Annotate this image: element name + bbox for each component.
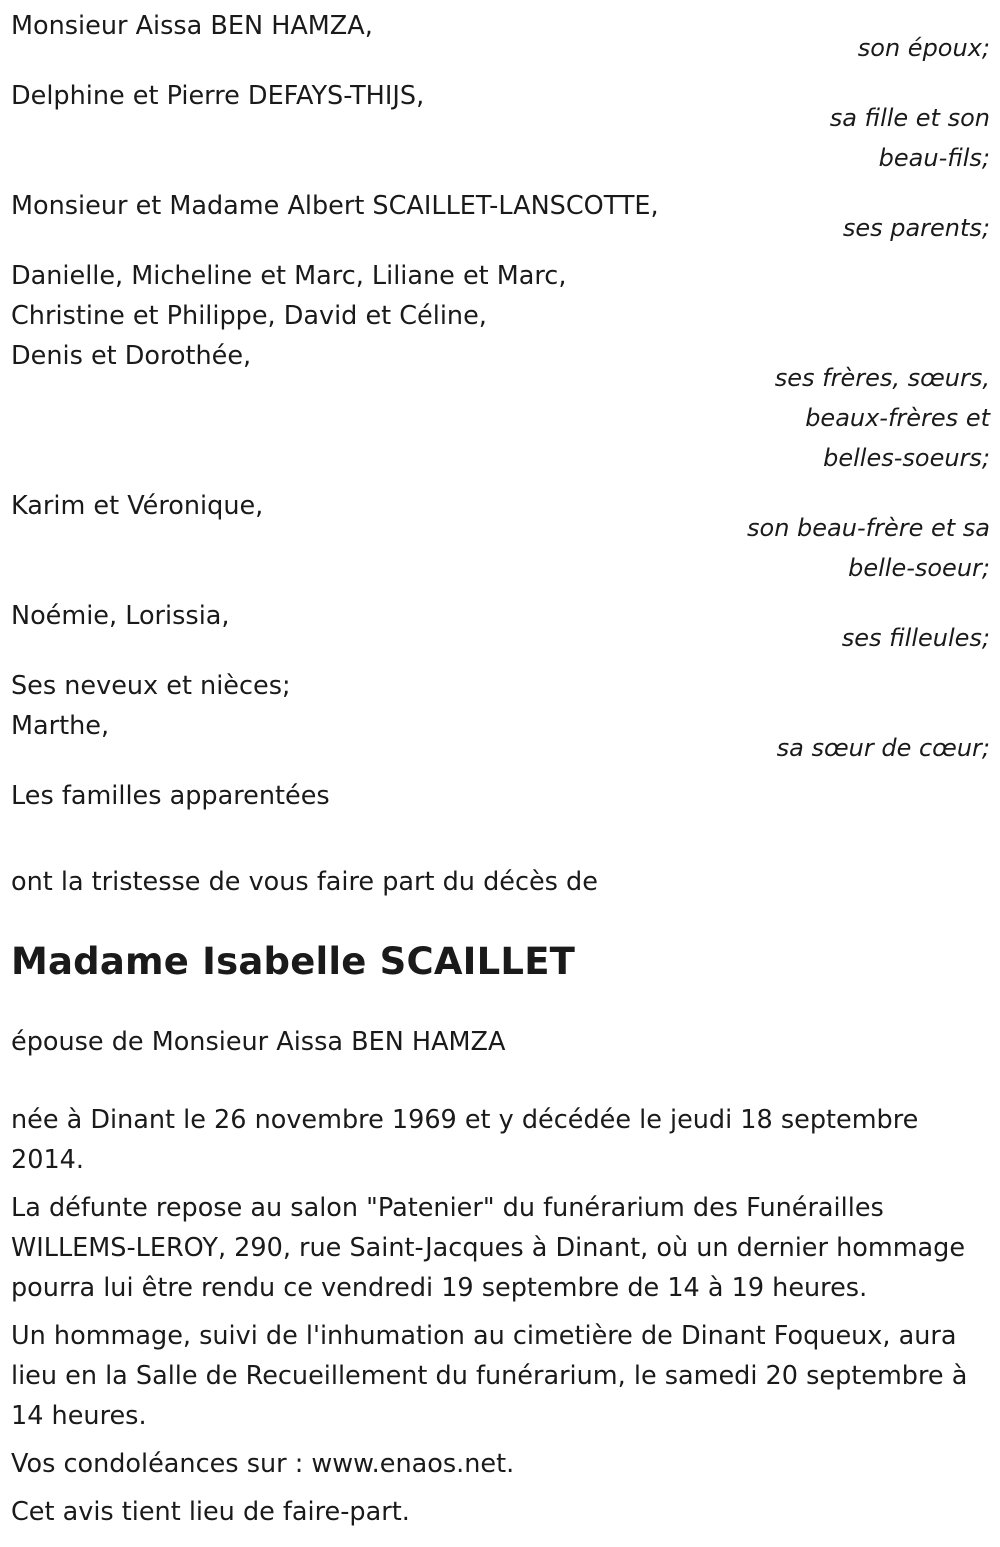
ceremony-text: Un hommage, suivi de l'inhumation au cimetière de Dinant Foqueux, aura lieu en la Salle de Recueillement du funérarium, le samedi 20 septembre à 14 heures. <box>11 1321 968 1431</box>
family-names: Ses neveux et nièces; <box>11 671 291 701</box>
family-relation: son beau-frère et sa <box>747 514 990 542</box>
family-group-in-laws <box>11 486 990 588</box>
family-names: Monsieur Aissa BEN HAMZA, <box>11 11 373 41</box>
family-names: Monsieur et Madame Albert SCAILLET-LANSCOTTE, <box>11 191 659 221</box>
closing-text: Cet avis tient lieu de faire-part. <box>11 1497 410 1527</box>
family-group-goddaughters <box>11 596 990 658</box>
family-names: Delphine et Pierre DEFAYS-THIJS, <box>11 81 425 111</box>
family-group-siblings <box>11 256 990 478</box>
family-names: Denis et Dorothée, <box>11 341 252 371</box>
family-names: Les familles apparentées <box>11 781 330 811</box>
family-names: Marthe, <box>11 711 110 741</box>
family-relation: ses frères, sœurs, <box>774 364 990 392</box>
family-relation: ses parents; <box>842 214 990 242</box>
intro-text: ont la tristesse de vous faire part du décès de <box>11 867 598 897</box>
family-relation: sa fille et son <box>829 104 990 132</box>
visitation-text: La défunte repose au salon "Patenier" du funérarium des Funérailles WILLEMS-LEROY, 290, rue Saint-Jacques à Dinant, où un dernier hommage pourra lui être rendu ce vendredi 19 septembre de 14 à 19 heures. <box>11 1193 966 1303</box>
family-names: Noémie, Lorissia, <box>11 601 230 631</box>
family-names: Danielle, Micheline et Marc, Liliane et Marc, <box>11 261 567 291</box>
family-relation: belles-soeurs; <box>823 444 990 472</box>
family-group-spouse <box>11 6 990 68</box>
spouse-line: épouse de Monsieur Aissa BEN HAMZA <box>11 1027 506 1057</box>
family-relation: beaux-frères et <box>805 404 990 432</box>
family-group-nephews <box>11 666 990 768</box>
family-relation: belle-soeur; <box>848 554 990 582</box>
family-names: Karim et Véronique, <box>11 491 264 521</box>
family-group-relatives <box>11 776 990 816</box>
family-relation: sa sœur de cœur; <box>776 734 990 762</box>
family-group-parents <box>11 186 990 248</box>
deceased-name: Madame Isabelle SCAILLET <box>11 940 576 983</box>
family-group-daughter <box>11 76 990 178</box>
family-relation: beau-fils; <box>878 144 990 172</box>
family-names: Christine et Philippe, David et Céline, <box>11 301 487 331</box>
birth-death-text: née à Dinant le 26 novembre 1969 et y décédée le jeudi 18 septembre 2014. <box>11 1105 919 1175</box>
condolences-text: Vos condoléances sur : www.enaos.net. <box>11 1449 515 1479</box>
family-relation: son époux; <box>857 34 990 62</box>
obituary-notice <box>11 6 990 1532</box>
family-relation: ses filleules; <box>841 624 990 652</box>
